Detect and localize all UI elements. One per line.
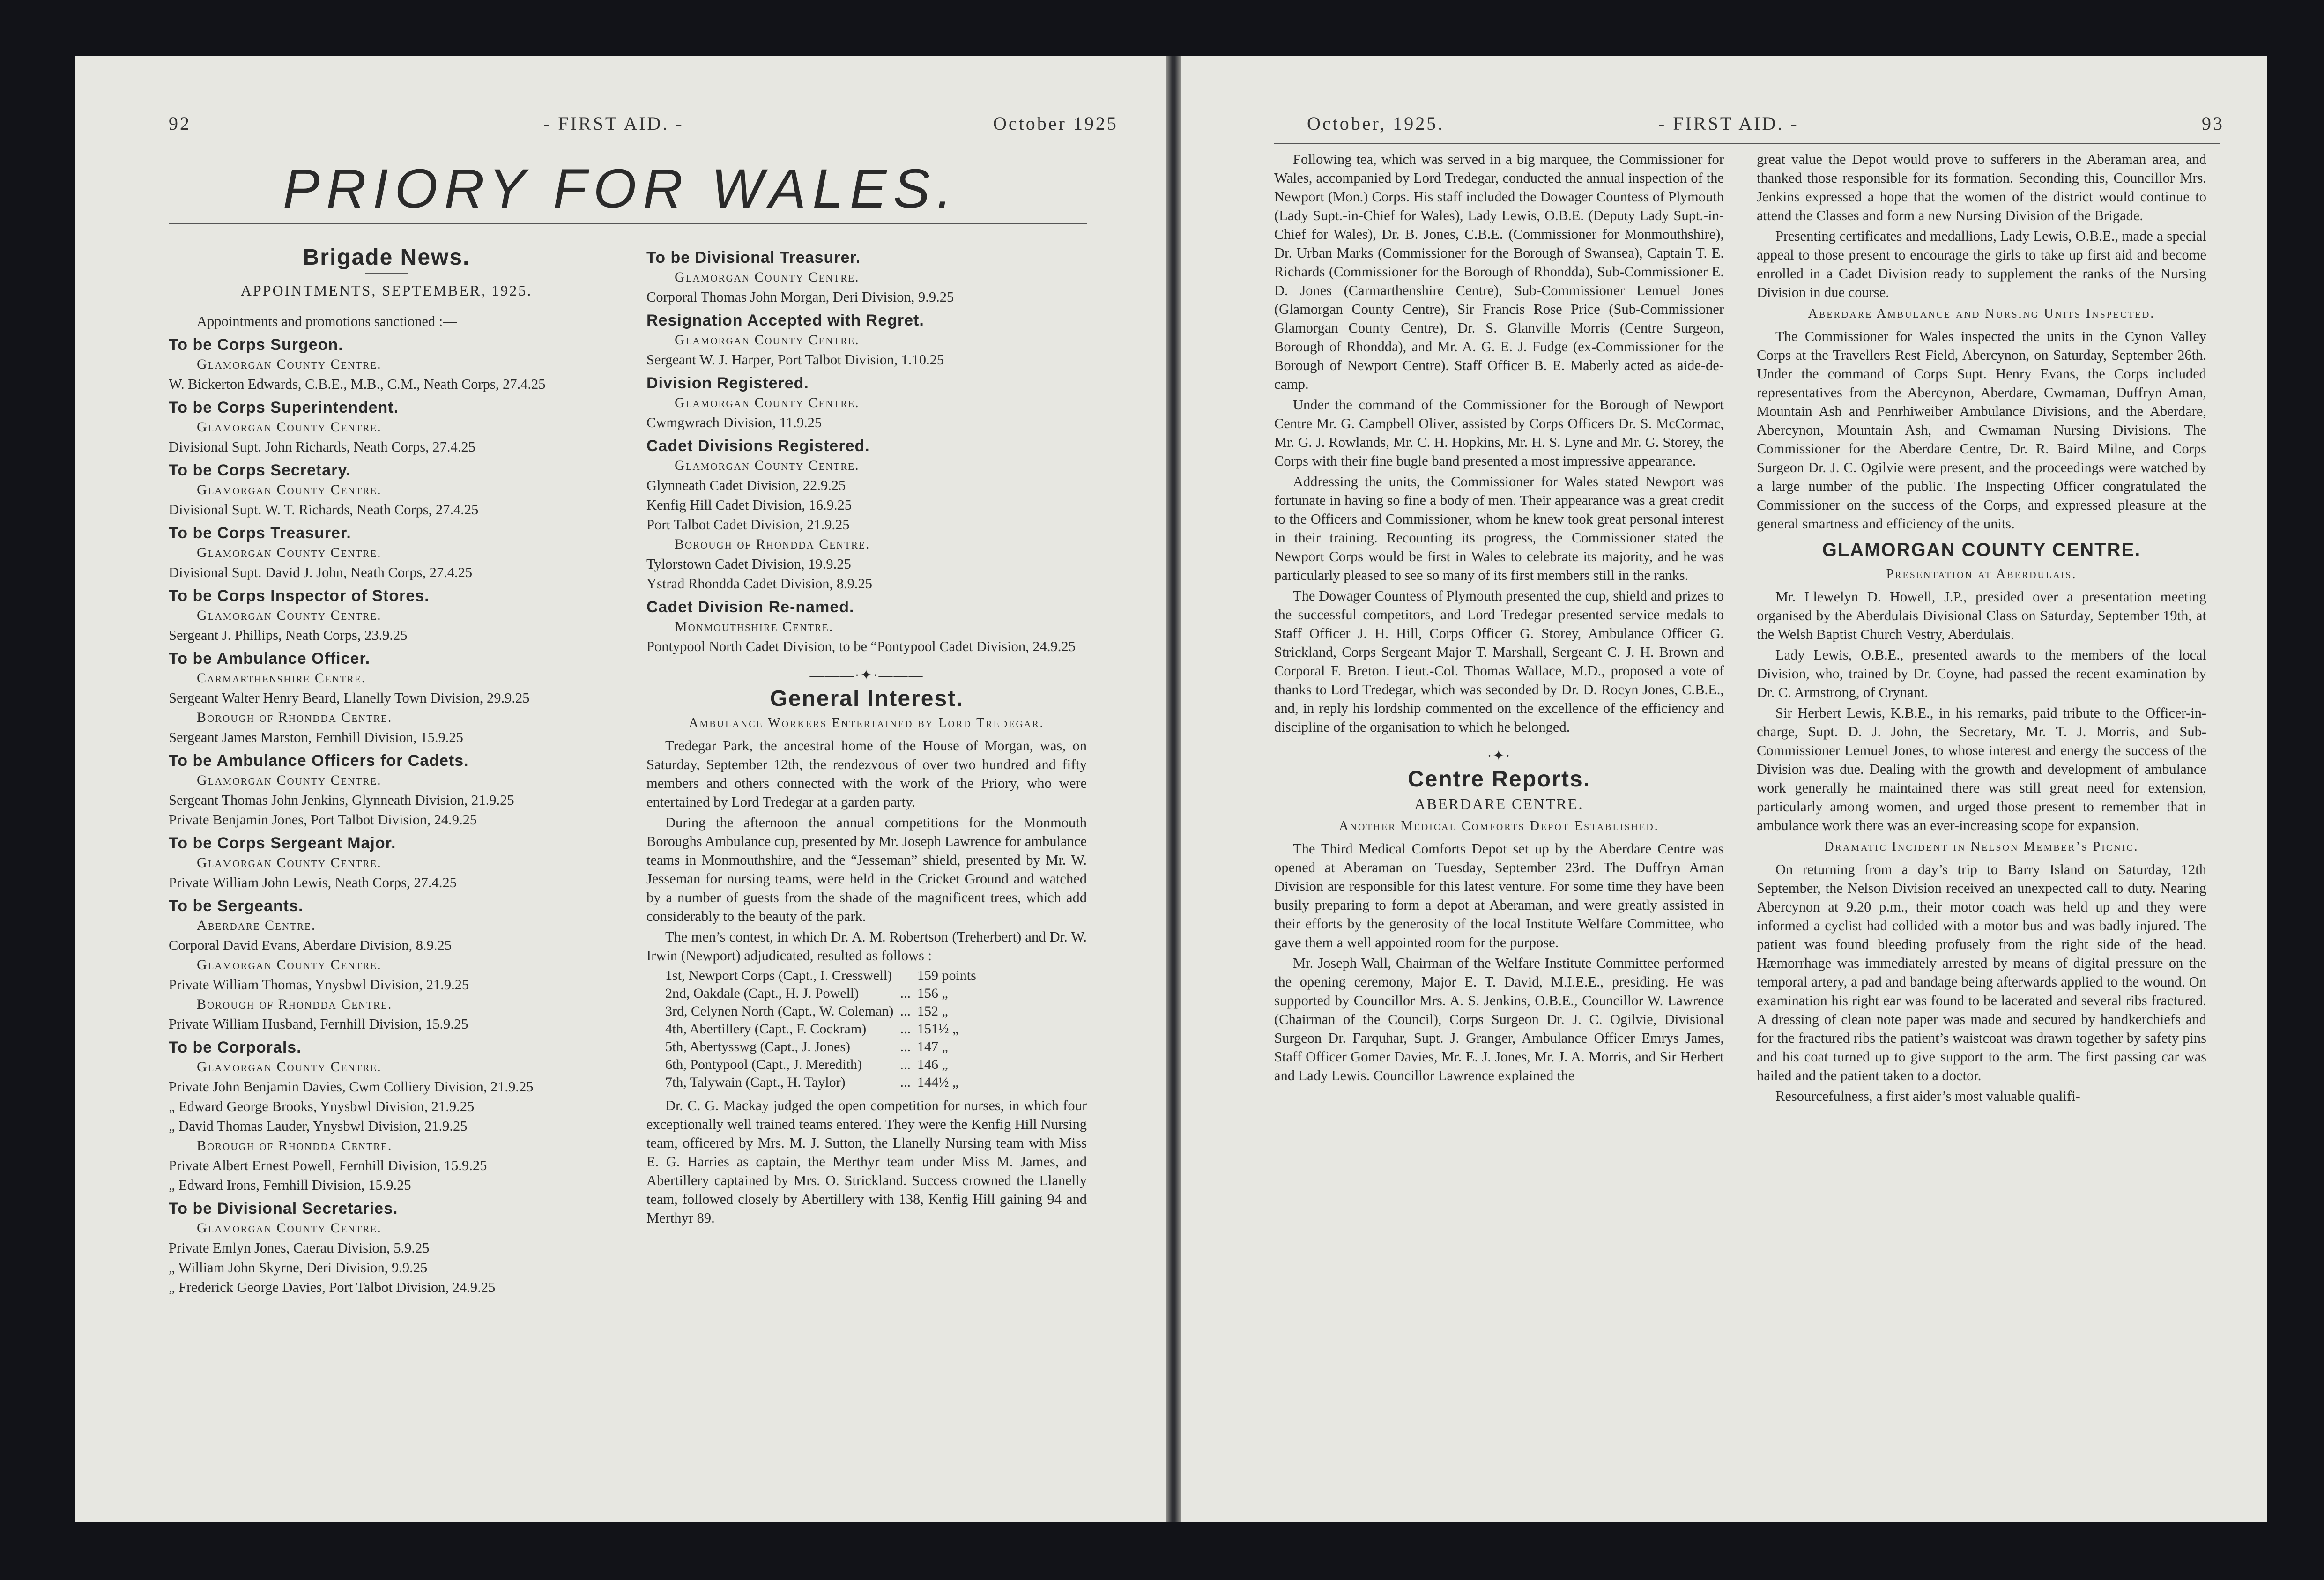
appointment-entry: Sergeant J. Phillips, Neath Corps, 23.9.25 [169,627,408,643]
result-place: 6th, Pontypool (Capt., J. Meredith) [665,1057,862,1072]
paragraph: The Commissioner for Wales inspected the units in the Cynon Valley Corps at the Travellers Rest Field, Abercynon, on Saturday, September 26th. Under the command of Corps Supt. Henry Evans, the Corps included representatives from the Abercynon, Aberdare, Cwmaman, Duffryn Aman, Mountain Ash and Penrhiweiber Ambulance Divisions, and the Aberdare, Abercynon, Mountain Ash, and Cwmaman Nursing Divisions. The Commissioner for the Aberdare Centre, Dr. R. Baird Milne, and Corps Surgeon Dr. J. C. Ogilvie were present, and the proceedings were watched by a large number of the public. The Inspecting Officer congratulated the Commissioner on the success of the Corps, and expressed pleasure at the general smartness and efficiency of the units. [1757,328,2206,532]
appointment-entry: „ William John Skyrne, Deri Division, 9.9.25 [169,1260,428,1276]
result-points: 146 „ [917,1057,948,1072]
result-row [665,1074,983,1091]
presentation-subheading: Presentation at Aberdulais. [1886,567,2077,581]
section-heading-brigade: Brigade News. [303,245,470,270]
paragraph: Mr. Llewelyn D. Howell, J.P., presided over a presentation meeting organised by the Aberdulais Divisional Class on Saturday, September 19th, at the Welsh Baptist Church Vestry, Aberdulais. [1757,589,2206,642]
result-dots: ... [900,1039,911,1054]
appointment-entry: Sergeant Thomas John Jenkins, Glynneath Division, 21.9.25 [169,792,514,808]
magazine-spread [75,56,2267,1522]
centre-name: Glamorgan County Centre. [197,545,382,560]
section-heading-general: General Interest. [770,686,964,711]
divider [365,273,408,274]
appointment-entry: Divisional Supt. David J. John, Neath Corps, 27.4.25 [169,564,473,580]
paragraph: Mr. Joseph Wall, Chairman of the Welfare Institute Committee performed the opening ceremony, Major E. T. David, M.I.E.E., presiding. He was supported by Councillor Mrs. A. S. Jenkins, O.B.E., Councillor W. Lawrence (Chairman of the Council), Corps Surgeon Dr. J. C. Ogilvie, Divisional Surgeon Dr. Farquhar, Supt. J. Granger, Ambulance Officer Emrys James, Staff Officer Gomer Davies, Mr. E. J. Jones, Mr. J. A. Morris, and Sir Herbert and Lady Lewis. Councillor Lawrence explained the [1274,955,1724,1083]
centre-name: Glamorgan County Centre. [675,395,860,410]
running-head: - FIRST AID. - [1658,113,1799,134]
centre-name: Glamorgan County Centre. [675,458,860,473]
general-subheading: Ambulance Workers Entertained by Lord Tredegar. [689,716,1045,730]
appointment-heading: To be Ambulance Officer. [169,650,371,668]
paragraph: Following tea, which was served in a big marquee, the Commissioner for Wales, accompanied by Lord Tredegar, conducted the annual inspection of the Newport (Mon.) Corps. His staff included the Dowager Countess of Plymouth (Lady Supt.-in-Chief for Wales), Lady Lewis, O.B.E. (Deputy Lady Supt.-in-Chief for Wales), Dr. B. Jones, C.B.E. (Commissioner for Monmouthshire), Dr. Urban Marks (Commissioner for the Borough of Swansea), Captain T. E. Richards (Commissioner for the Borough of Rhondda), Sub-Commissioner E. D. Jones (Carmarthenshire Centre), Sub-Commissioner Lemuel Jones (Glamorgan County Centre), Sir Francis Rose Price (Sub-Commissioner Glamorgan County Centre), Dr. S. Glanville Morris (Centre Surgeon, Borough of Rhondda), and Mr. A. G. E. J. Fudge (ex-Commissioner for the Borough of Newport Centre). Staff Officer B. E. Maberly acted as aide-de-camp. [1274,151,1724,392]
result-place: 7th, Talywain (Capt., H. Taylor) [665,1075,846,1090]
result-dots: ... [900,1021,911,1037]
paragraph: great value the Depot would prove to sufferers in the Aberaman area, and thanked those responsible for its formation. Seconding this, Councillor Mrs. Jenkins expressed a hope that the women of the district would continue to attend the Classes and form a new Nursing Division of the Brigade. [1757,151,2206,223]
centre-name: Glamorgan County Centre. [197,608,382,623]
paragraph: Dr. C. G. Mackay judged the open competition for nurses, in which four exceptionally well trained teams entered. They were the Kenfig Hill Nursing team, officered by Mrs. M. J. Sutton, the Llanelly Nursing team with Miss E. G. Harries as captain, the Merthyr team under Miss M. James, and Abertillery captained by Mrs. O. Strickland. Success crowned the Llanelly team, followed closely by Abertillery with 138, Kenfig Hill gaining 94 and Merthyr 89. [646,1098,1087,1226]
result-dots: ... [900,1003,911,1019]
appointment-heading: To be Divisional Secretaries. [169,1200,398,1217]
appointment-entry: Kenfig Hill Cadet Division, 16.9.25 [646,497,852,513]
aberdare-subheading: ABERDARE CENTRE. [1414,795,1584,812]
right-column-1 [1274,150,1724,1087]
result-points: 159 points [917,968,976,983]
appointment-heading: Resignation Accepted with Regret. [646,312,924,329]
appointment-heading: To be Corps Secretary. [169,461,351,479]
page-title: PRIORY FOR WALES. [282,158,959,220]
result-points: 147 „ [917,1039,948,1054]
centre-name: Aberdare Centre. [197,918,316,933]
appointment-entry: Sergeant James Marston, Fernhill Division, 15.9.25 [169,729,463,745]
appointment-heading: To be Ambulance Officers for Cadets. [169,752,469,770]
result-row [665,1020,983,1038]
result-points: 156 „ [917,986,948,1001]
appointment-entry: Sergeant Walter Henry Beard, Llanelly Town Division, 29.9.25 [169,690,530,706]
centre-name: Glamorgan County Centre. [197,957,382,972]
right-column-2 [1757,150,2206,1107]
dramatic-subheading: Dramatic Incident in Nelson Member’s Picnic. [1824,839,2139,854]
centre-name: Glamorgan County Centre. [675,332,860,348]
result-place: 3rd, Celynen North (Capt., W. Coleman) [665,1003,894,1019]
appointment-heading: To be Corps Sergeant Major. [169,834,396,852]
appointment-entry: „ Edward George Brooks, Ynysbwl Division, 21.9.25 [169,1098,475,1114]
centre-name: Borough of Rhondda Centre. [197,996,393,1012]
left-page [75,56,1166,1522]
centre-name: Glamorgan County Centre. [197,482,382,497]
book-gutter [1166,56,1181,1522]
result-points: 152 „ [917,1003,948,1019]
result-points: 144½ „ [917,1075,959,1090]
appointment-entry: Private John Benjamin Davies, Cwm Colliery Division, 21.9.25 [169,1079,534,1095]
appointment-entry: Private William John Lewis, Neath Corps, 27.4.25 [169,875,457,890]
centre-name: Glamorgan County Centre. [197,356,382,372]
appointment-entry: Private Benjamin Jones, Port Talbot Division, 24.9.25 [169,812,477,828]
paragraph: Sir Herbert Lewis, K.B.E., in his remarks, paid tribute to the Officer-in-charge, Supt. D. J. John, the Secretary, Mr. T. J. Morris, and Sub-Commissioner Lemuel Jones, to whose interest and energy the success of the Division was due. Dealing with the growth and development of ambulance work generally he maintained there was still great need for extension, particularly among women, and urged those present to remember that in ambulance work there was an ever-increasing scope for expansion. [1757,705,2206,833]
left-column-1 [169,244,604,1298]
appointment-entry: Divisional Supt. John Richards, Neath Corps, 27.4.25 [169,439,475,455]
appointment-heading: To be Divisional Treasurer. [646,249,861,267]
appointment-heading: To be Corporals. [169,1038,302,1056]
paragraph: Tredegar Park, the ancestral home of the House of Morgan, was, on Saturday, September 12th, the rendezvous of over two hundred and fifty members and others connected with the work of the Priory, who were entertained by Lord Tredegar at a garden party. [646,738,1087,810]
appointment-entry: Cwmgwrach Division, 11.9.25 [646,415,822,430]
paragraph: Lady Lewis, O.B.E., presented awards to the members of the local Division, who, trained by Dr. Coyne, had passed the recent examination by Dr. C. Armstrong, of Crynant. [1757,647,2206,700]
appointment-heading: To be Corps Surgeon. [169,336,343,354]
intro-text: Appointments and promotions sanctioned :— [197,313,457,329]
centre-name: Borough of Rhondda Centre. [675,536,870,552]
title-rule [169,223,1087,224]
section-heading-centre-reports: Centre Reports. [1407,767,1591,792]
centre-name: Glamorgan County Centre. [197,419,382,435]
result-points: 151½ „ [917,1021,959,1037]
centre-name: Glamorgan County Centre. [675,269,860,285]
result-row [665,967,983,985]
header-rule [1274,143,2220,144]
left-column-2 [646,244,1087,1229]
result-dots: ... [900,1057,911,1072]
result-place: 5th, Abertysswg (Capt., J. Jones) [665,1039,850,1054]
appointment-entry: „ Edward Irons, Fernhill Division, 15.9.25 [169,1177,411,1193]
appointment-entry: Tylorstown Cadet Division, 19.9.25 [646,556,851,572]
right-page [1181,56,2267,1522]
paragraph: Addressing the units, the Commissioner for Wales stated Newport was fortunate in having so fine a body of men. Their appearance was a great credit to the Officers and Commissioner, whom he knew took great personal interest in their training. Recounting its progress, the Commissioner stated the Newport Corps would be first in Wales to celebrate its majority, and he was particularly pleased to see so many of its first members still in the ranks. [1274,474,1724,583]
result-place: 1st, Newport Corps (Capt., I. Cresswell) [665,968,892,983]
paragraph: On returning from a day’s trip to Barry Island on Saturday, 12th September, the Nelson Division received an unexpected call to duty. Nearing Abercynon at 9.20 p.m., their motor coach was held up and they were informed a cyclist had collided with a motor bus and was badly injured. The patient was found bleeding profusely from the right side of the head. Hæmorrhage was immediately arrested by means of digital pressure on the temporal artery, a pad and bandage being afterwards applied to the wound. On examination his right ear was found to be lacerated and several ribs fractured. A dressing of clean note paper was made and secured by handkerchiefs and for the fractured ribs the patient’s waistcoat was drawn together by safety pins and his coat turned up to give support to the arm. The first passing car was hailed and the patient taken to a doctor. [1757,861,2206,1083]
registration-groups [646,248,1087,656]
glamorgan-heading: GLAMORGAN COUNTY CENTRE. [1822,540,2141,560]
paragraph: The men’s contest, in which Dr. A. M. Robertson (Treherbert) and Dr. W. Irwin (Newport) adjudicated, resulted as follows :— [646,929,1087,964]
appointment-entry: Divisional Supt. W. T. Richards, Neath Corps, 27.4.25 [169,502,479,518]
issue-date: October 1925 [993,113,1118,134]
appointment-entry: „ David Thomas Lauder, Ynysbwl Division, 21.9.25 [169,1118,468,1134]
appointment-heading: Cadet Divisions Registered. [646,437,870,455]
appointment-entry: Private William Husband, Fernhill Division, 15.9.25 [169,1016,468,1032]
appointment-entry: Port Talbot Cadet Division, 21.9.25 [646,517,850,533]
appointment-entry: W. Bickerton Edwards, C.B.E., M.B., C.M., Neath Corps, 27.4.25 [169,376,546,392]
appointment-entry: Glynneath Cadet Division, 22.9.25 [646,477,846,493]
paragraph: Under the command of the Commissioner for the Borough of Newport Centre Mr. G. Campbell Oliver, assisted by Corps Officers Dr. S. McCormac, Mr. G. J. Rowlands, Mr. C. H. Hopkins, Mr. H. S. Lyne and Mr. G. Storey, the Corps with their fine bugle band presented a most impressive appearance. [1274,397,1724,469]
paragraph: The Dowager Countess of Plymouth presented the cup, shield and prizes to the successful competitors, and Lord Tredegar presented service medals to Staff Officer J. H. Hill, Corps Officer G. Storey, Ambulance Officer G. Strickland, Corps Sergeant Major T. Marshall, Sergeant C. J. H. Brown and Corporal F. Breton. Lieut.-Col. Thomas Wallace, M.D., proposed a vote of thanks to Lord Tredegar, which was seconded by Dr. D. Rocyn Jones, C.B.E., and, in reply his lordship commented on the excellence of the efficiency and discipline of the organisation to which he belonged. [1274,588,1724,735]
appointment-heading: To be Corps Superintendent. [169,399,399,416]
appointment-entry: Pontypool North Cadet Division, to be “Pontypool Cadet Division, 24.9.25 [646,638,1076,654]
appointment-entry: Corporal David Evans, Aberdare Division, 8.9.25 [169,937,452,953]
result-dots [900,967,917,985]
results-table [665,967,983,1091]
depot-subheading: Another Medical Comforts Depot Established. [1339,819,1659,833]
page-number: 93 [2202,113,2224,134]
result-row [665,1002,983,1020]
appointment-entry: Private Emlyn Jones, Caerau Division, 5.9.25 [169,1240,430,1256]
centre-name: Glamorgan County Centre. [197,855,382,870]
result-place: 2nd, Oakdale (Capt., H. J. Powell) [665,986,859,1001]
issue-date: October, 1925. [1307,113,1445,134]
result-row [665,1056,983,1074]
appointment-groups [169,335,604,1297]
appointment-entry: Private William Thomas, Ynysbwl Division, 21.9.25 [169,977,469,993]
appointment-heading: To be Sergeants. [169,897,304,915]
centre-name: Glamorgan County Centre. [197,1059,382,1075]
appointment-entry: Corporal Thomas John Morgan, Deri Division, 9.9.25 [646,289,954,305]
centre-name: Monmouthshire Centre. [675,619,834,634]
appointment-heading: To be Corps Treasurer. [169,524,351,542]
appointment-entry: Ystrad Rhondda Cadet Division, 8.9.25 [646,576,873,592]
paragraph: Resourcefulness, a first aider’s most valuable qualifi- [1775,1088,2080,1104]
appointment-entry: Private Albert Ernest Powell, Fernhill Division, 15.9.25 [169,1157,487,1173]
appointment-entry: „ Frederick George Davies, Port Talbot Division, 24.9.25 [169,1279,496,1295]
ornament-divider: ———·✦·——— [1442,748,1556,764]
appointment-heading: Division Registered. [646,374,809,392]
result-row [665,1038,983,1056]
appointment-heading: Cadet Division Re-named. [646,598,854,616]
result-dots: ... [900,986,911,1001]
centre-name: Carmarthenshire Centre. [197,670,366,686]
appointment-entry: Sergeant W. J. Harper, Port Talbot Division, 1.10.25 [646,352,944,368]
paragraph: Presenting certificates and medallions, Lady Lewis, O.B.E., made a special appeal to those present to encourage the girls to take up first aid and become enrolled in a Cadet Division ready to supplement the ranks of the Nursing Division in due course. [1757,228,2206,300]
result-place: 4th, Abertillery (Capt., F. Cockram) [665,1021,867,1037]
result-dots: ... [900,1075,911,1090]
centre-name: Glamorgan County Centre. [197,772,382,788]
paragraph: The Third Medical Comforts Depot set up by the Aberdare Centre was opened at Aberaman on Tuesday, September 23rd. The Duffryn Aman Division are responsible for this latest venture. For some time they have been busily preparing to form a depot at Aberaman, and were greatly assisted in their efforts by the generosity of the local Institute Welfare Committee, who gave them a well appointed room for the purpose. [1274,841,1724,950]
appointment-heading: To be Corps Inspector of Stores. [169,587,430,605]
appointments-subheading: APPOINTMENTS, SEPTEMBER, 1925. [240,282,533,299]
centre-name: Borough of Rhondda Centre. [197,710,393,725]
running-head: - FIRST AID. - [543,113,684,134]
units-subheading: Aberdare Ambulance and Nursing Units Inspected. [1808,306,2155,321]
paragraph: During the afternoon the annual competitions for the Monmouth Boroughs Ambulance cup, presented by Mr. Joseph Lawrence for ambulance teams in Monmouthshire, and the “Jesseman” shield, presented by Mr. W. Jesseman for nursing teams, were held in the Cricket Ground and watched by a number of guests from the shade of the magnificent trees, which add considerably to the beauty of the park. [646,815,1087,924]
centre-name: Glamorgan County Centre. [197,1220,382,1236]
ornament-divider: ———·✦·——— [809,668,924,683]
result-row [665,985,983,1002]
centre-name: Borough of Rhondda Centre. [197,1138,393,1153]
page-number: 92 [169,113,191,134]
